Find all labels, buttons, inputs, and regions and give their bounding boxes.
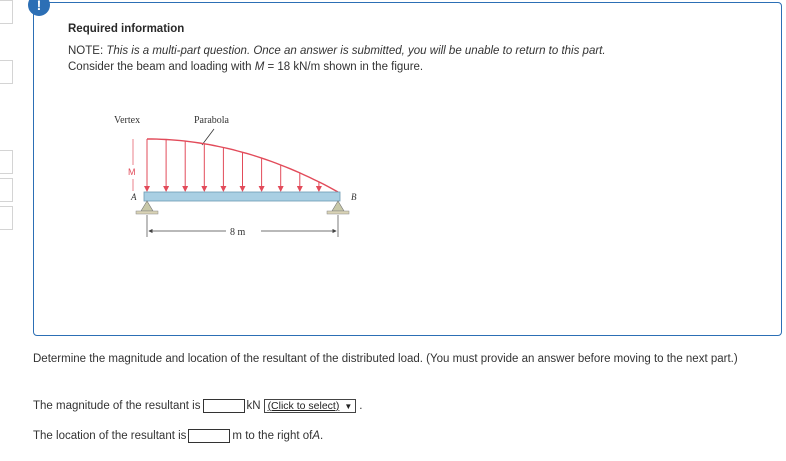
span-label: 8 m <box>230 227 246 237</box>
distributed-load <box>147 139 338 192</box>
location-label: The location of the resultant is <box>33 430 187 442</box>
magnitude-row <box>33 399 362 413</box>
sidebar-tab-4[interactable] <box>0 178 13 202</box>
location-suffix: m to the right of <box>232 430 313 442</box>
location-row <box>33 429 323 443</box>
alert-icon: ! <box>28 0 50 16</box>
magnitude-unit: kN <box>246 400 261 412</box>
dropdown-arrow-icon: ▼ <box>344 401 353 411</box>
parabola-pointer <box>202 129 214 145</box>
magnitude-period: . <box>359 400 363 412</box>
sidebar-tab-5[interactable] <box>0 206 13 230</box>
unit-select[interactable] <box>264 399 357 413</box>
note-prefix: NOTE: <box>68 45 107 57</box>
beam-figure <box>106 107 376 237</box>
support-b <box>327 201 349 214</box>
a-label: A <box>131 192 137 202</box>
m-label: M <box>128 167 136 177</box>
consider-text <box>68 61 423 73</box>
question-text: Determine the magnitude and location of the resultant of the distributed load. (You must provide an answer before moving to the next part.) <box>33 353 738 365</box>
magnitude-label: The magnitude of the resultant is <box>33 400 201 412</box>
consider-pre: Consider the beam and loading with <box>68 61 255 73</box>
info-box <box>33 2 782 336</box>
sidebar-tab-2[interactable] <box>0 60 13 84</box>
info-heading: Required information <box>68 23 185 35</box>
note-text <box>68 45 606 57</box>
location-period: . <box>320 430 324 442</box>
support-a <box>136 201 158 214</box>
location-input[interactable] <box>188 429 230 443</box>
consider-post: = 18 kN/m shown in the figure. <box>264 61 424 73</box>
sidebar-tab-1[interactable] <box>0 0 13 24</box>
location-suffix-var: A <box>312 430 320 442</box>
note-italic: This is a multi-part question. Once an answer is submitted, you will be unable to return to this part. <box>106 45 606 57</box>
beam <box>144 192 340 201</box>
b-label: B <box>351 192 357 202</box>
sidebar-tab-3[interactable] <box>0 150 13 174</box>
magnitude-input[interactable] <box>203 399 245 413</box>
consider-var: M <box>254 61 265 73</box>
unit-select-label: (Click to select) <box>267 400 340 412</box>
vertex-label: Vertex <box>114 115 141 126</box>
parabola-label: Parabola <box>194 115 229 126</box>
